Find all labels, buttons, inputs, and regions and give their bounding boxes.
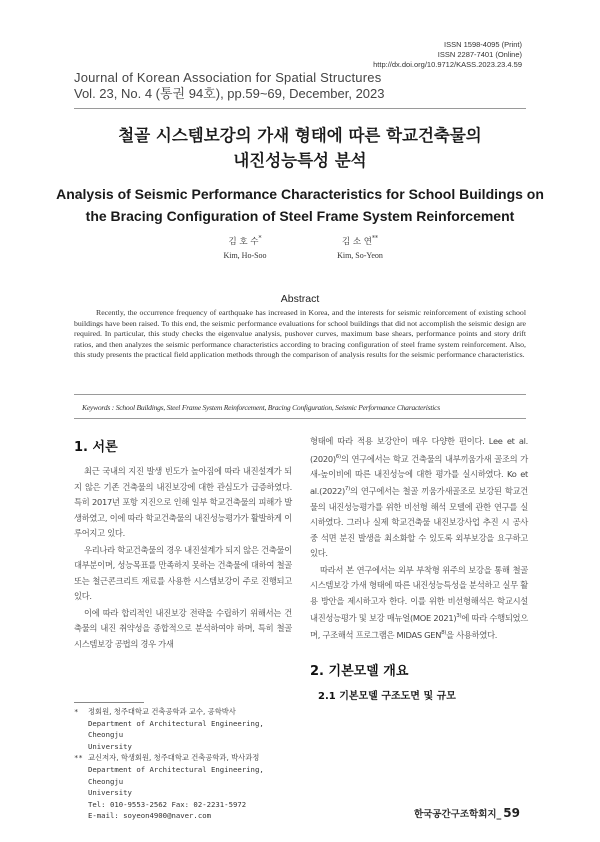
section-2-1-heading: 2.1 기본모델 구조도면 및 규모 <box>318 690 456 702</box>
footnote-divider <box>74 702 144 703</box>
journal-name: Journal of Korean Association for Spatial Structures <box>74 70 382 85</box>
right-paragraph-2-text: 따라서 본 연구에서는 외부 부착형 위주의 보강을 통해 철골 시스템보강 가새 형태에 따른 내진성능특성을 분석하고 실무 활용 방안을 제시하고자 한다. 이를 위한 비선형해석은 학교시설 내진성능평가 및 보강 매뉴얼(MOE 2021) <box>310 564 528 623</box>
intro-paragraph-2: 우리나라 학교건축물의 경우 내진설계가 되지 않은 건축물이 대부분이며, 성능목표를 만족하지 못하는 건축물에 대하여 철골 또는 철근콘크리트 재료를 사용한 시스템보강이 주로 진행되고 있다. <box>74 544 292 601</box>
author-2-name-en: Kim, So-Yeon <box>337 250 383 260</box>
author-2-name-ko: 김 소 연 <box>341 236 373 247</box>
author-2-mark: ** <box>372 235 379 242</box>
korean-title-line-1: 철골 시스템보강의 가새 형태에 따른 학교건축물의 <box>118 126 482 145</box>
author-1 <box>210 233 280 264</box>
right-paragraph-1-text: 형태에 따라 적용 보강안이 매우 다양한 편이다. Lee et al.(2020) <box>310 436 528 464</box>
footnote-1-affiliation-en-cont: University <box>88 741 132 751</box>
intro-paragraph-1: 최근 국내의 지진 발생 빈도가 높아짐에 따라 내진설계가 되지 않은 기존 건축물의 내진보강에 대한 관심도가 급증하였다. 특히 2017년 포항 지진으로 인해 일부 학교건축물의 피해가 발생하였고, 이에 따라 학교건축물의 내진성능평가가 활발하게 이루어지고 있다. <box>74 466 292 538</box>
footnote-2 <box>74 752 292 822</box>
footer-journal-name: 한국공간구조학회지_ <box>413 809 502 820</box>
reference-6: 6) <box>335 453 341 460</box>
author-1-mark: * <box>258 235 262 242</box>
intro-paragraph-3: 이에 따라 합리적인 내진보강 전략을 수립하기 위해서는 건축물의 내진 취약성을 종합적으로 분석하여야 하며, 특히 철골 시스템보강 공법의 경우 가새 <box>74 607 292 649</box>
footnote-2-contact-phone: Tel: 010-9553-2562 Fax: 02-2231-5972 <box>88 799 247 809</box>
right-paragraph-1 <box>310 434 528 562</box>
left-column-body <box>74 464 292 652</box>
english-title <box>50 183 550 227</box>
right-column <box>310 434 528 702</box>
right-paragraph-1-text-c: 의 연구에서는 철골 끼움가새골조로 보강된 학교건물의 내진성능평가를 위한 비선형 해석 모델에 관한 연구를 실시하였다. 그러나 실제 학교건축물 내진보강사업 추진 시 공사 중 석면 분진 발생을 최소화할 수 있도록 외부보강을 요구하고 있다. <box>310 486 528 559</box>
footnote-2-mark: ** <box>74 753 83 763</box>
doi-link[interactable]: http://dx.doi.org/10.9712/KASS.2023.23.4.59 <box>373 60 522 69</box>
reference-7: 7) <box>344 486 350 493</box>
footnote-1-affiliation-ko: 정회원, 청주대학교 건축공학과 교수, 공학박사 <box>88 707 236 716</box>
reference-3: 3) <box>456 613 462 620</box>
keywords <box>82 403 540 412</box>
keywords-label: Keywords : <box>82 403 115 412</box>
korean-title-line-2: 내진성능특성 분석 <box>233 151 367 170</box>
korean-title <box>60 123 540 173</box>
left-column <box>74 436 292 653</box>
journal-issue: Vol. 23, No. 4 (통권 94호), pp.59~69, December, 2023 <box>74 86 385 101</box>
right-paragraph-1-text-b: 의 연구에서는 학교 건축물의 내부끼움가새 골조의 가새-높이비에 따른 내진성능에 대한 평가를 실시하였다. Ko et al.(2022) <box>310 453 528 497</box>
footnote-2-email[interactable]: E-mail: soyeon4900@naver.com <box>88 811 212 821</box>
author-1-name-ko: 김 호 수 <box>228 236 259 247</box>
right-paragraph-2 <box>310 563 528 644</box>
reference-8: 8) <box>441 630 447 637</box>
footnote-2-affiliation-ko: 교신저자, 학생회원, 청주대학교 건축공학과, 박사과정 <box>88 753 260 763</box>
footnote-1-mark: * <box>74 707 79 716</box>
keywords-divider <box>74 418 526 419</box>
abstract-heading: Abstract <box>280 293 320 305</box>
author-1-name-en: Kim, Ho-Soo <box>223 250 267 260</box>
footnote-2-affiliation-en: Department of Architectural Engineering, Cheongju <box>88 764 264 786</box>
footnote-1 <box>74 706 292 752</box>
header-divider <box>74 108 526 109</box>
footnote-1-affiliation-en: Department of Architectural Engineering, Cheongju <box>88 718 264 740</box>
footnotes <box>74 706 292 822</box>
right-column-body <box>310 434 528 644</box>
english-title-line-2: the Bracing Configuration of Steel Frame System Reinforcement <box>85 208 515 224</box>
right-paragraph-2-text-c: 을 사용하였다. <box>446 630 498 641</box>
abstract-text: Recently, the occurrence frequency of earthquake has increased in Korea, and the interests for seismic reinforcement of existing school buildings have been raised. To this end, the seismic performance evaluations for school buildings that did not accomplish the seismic design are required. In particular, this study checks the eigenvalue analysis, pushover curves, maximum base shears, performance points and story drift ratios, and then analyzes the seismic performance characteristics according to bracing configuration of steel frame system reinforcement. Also, this study presents the practical field application methods through the comparison of analysis results for the seismic performance characteristics. <box>74 308 526 360</box>
issn-print: ISSN 1598-4095 (Print) <box>444 40 522 49</box>
keywords-text: School Buildings, Steel Frame System Reinforcement, Bracing Configuration, Seismic Performance Characteristics <box>115 403 440 412</box>
issn-online: ISSN 2287-7401 (Online) <box>437 50 522 59</box>
page-number: 59 <box>503 806 520 820</box>
author-2 <box>320 233 400 264</box>
journal-header <box>74 70 385 102</box>
issn-block <box>373 40 522 70</box>
english-title-line-1: Analysis of Seismic Performance Characteristics for School Buildings on <box>56 186 544 202</box>
section-1-heading: 1. 서론 <box>74 440 118 455</box>
footnote-2-affiliation-en-cont: University <box>88 788 132 798</box>
abstract-divider <box>74 394 526 395</box>
right-paragraph-2-text-b: 에 따라 수행되었으며, 구조해석 프로그램은 MIDAS GEN <box>310 612 528 641</box>
section-2-heading: 2. 기본모델 개요 <box>310 663 409 679</box>
page-footer <box>414 806 520 820</box>
